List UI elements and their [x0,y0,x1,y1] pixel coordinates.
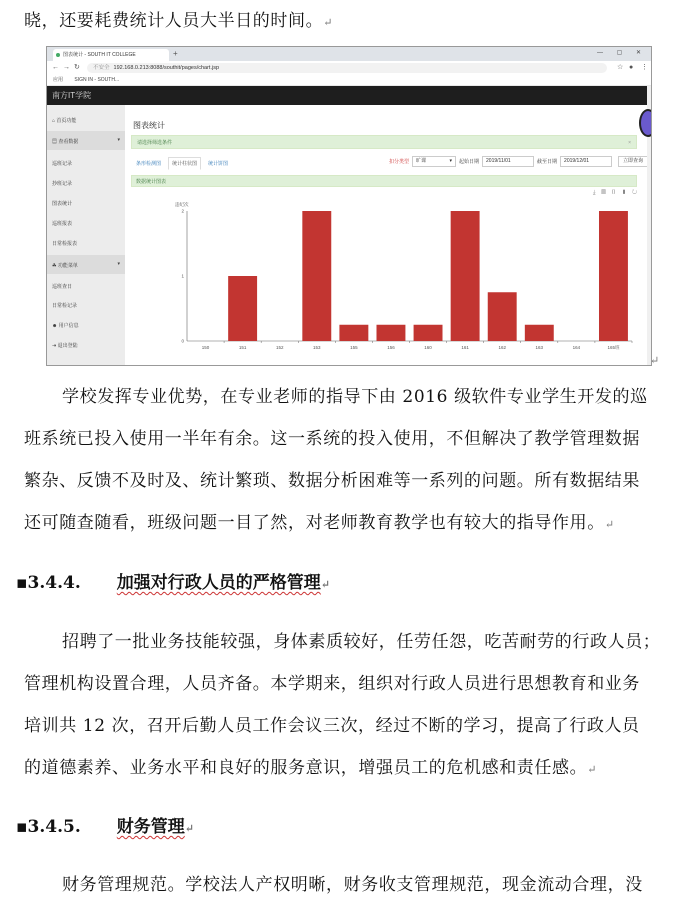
chevron-down-icon: ▾ [449,158,453,164]
x-tick-label: 164 [572,345,581,350]
x-tick-label: 153 [313,345,321,350]
tab-bar-stat[interactable]: 统计柱状图 [168,157,201,170]
bookmark-signin[interactable]: SIGN IN - SOUTH... [74,77,120,83]
x-tick-label: 163 [535,345,544,350]
y-tick-label: 2 [181,208,184,214]
card-header: 数据统计图表 [131,175,637,187]
back-icon[interactable]: ← [52,64,59,71]
sidebar [47,105,125,365]
bookmark-apps[interactable]: 应用 [53,77,64,83]
bookmarks-bar [47,75,651,86]
end-date-input[interactable]: 2019/12/01 [560,156,612,167]
para3-line1: 财务管理规范。学校法人产权明晰，财务收支管理规范，现金流动合理，没 [62,875,643,895]
close-icon[interactable]: × [628,140,631,146]
embedded-screenshot [46,46,652,366]
para1-line3: 繁杂、反馈不及时及、统计繁琐、数据分析困难等一系列的问题。所有数据结果 [24,471,640,491]
account-icon[interactable]: ● [629,64,634,71]
heading-number: 3.4.4. [27,573,81,593]
sidebar-item-daily-record[interactable]: 日常检记录 [52,303,78,309]
y-tick-label: 1 [181,273,184,279]
bar [302,211,331,341]
bar-chart [167,193,637,361]
sidebar-item-home[interactable]: ⌂ 首页功能 [52,118,77,124]
page-title: 图表统计 [133,121,165,130]
x-tick-label: 162 [498,345,506,350]
bar [488,292,517,341]
heading-title: 财务管理 [116,817,185,837]
sidebar-item-daily-report[interactable]: 日常检报表 [52,241,78,247]
start-label: 起始日期 [459,158,480,165]
start-date-input[interactable]: 2019/11/01 [482,156,534,167]
heading-3-4-4: ▪3.4.4. 加强对行政人员的严格管理↵ [16,573,330,593]
browser-tab-label: 图表统计 - SOUTH IT COLLEGE [63,52,136,58]
x-tick-label: 152 [275,345,284,350]
sidebar-item-patrol-report[interactable]: 巡班报表 [52,221,73,227]
x-tick-label: 165班 [607,345,620,350]
forward-icon[interactable]: → [63,64,70,71]
filter-row [389,156,648,167]
heading-3-4-5: ▪3.4.5. 财务管理↵ [16,817,194,837]
address-bar [47,61,651,76]
para-mark: ↵ [650,354,660,367]
x-tick-label: 156 [387,345,395,350]
para2-line1: 招聘了一批业务技能较强，身体素质较好，任劳任怨，吃苦耐劳的行政人员； [62,632,661,652]
url-field[interactable] [87,63,607,73]
query-button[interactable]: 立即查询 [618,156,648,167]
x-tick-label: 161 [461,345,469,350]
menu-icon[interactable]: ⋮ [641,64,648,71]
text-line-intro: 晓，还要耗费统计人员大半日的时间。↵ [24,11,334,31]
star-icon[interactable]: ☆ [617,64,624,71]
sidebar-item-user[interactable]: ☻ 用户信息 [52,323,79,329]
bar [339,325,368,341]
bar [376,325,405,341]
x-tick-label: 150 [201,345,210,350]
para1-line2: 班系统已投入使用一半年有余。这一系统的投入使用，不但解决了教学管理数据 [24,429,640,449]
y-axis-label: 违纪次 [175,202,189,207]
sidebar-item-patrol-date[interactable]: 巡班查日 [52,284,73,290]
tab-bar-detect[interactable]: 条形检测图 [136,161,162,167]
x-tick-label: 160 [424,345,432,350]
sidebar-group-query[interactable]: ▤ 查看数据 ▾ [47,131,125,150]
tab-pie[interactable]: 统计饼图 [208,161,229,167]
x-tick-label: 151 [238,345,247,350]
chevron-down-icon: ▾ [117,261,120,267]
security-label: 不安全 [93,65,110,71]
sidebar-item-chart[interactable]: 图表统计 [52,201,73,207]
filter-alert: 请选择筛选条件 × [131,135,637,149]
chart-toolbox[interactable]: ⤓ ▤ ▯ ▮ ↻ [592,190,639,196]
new-tab-button[interactable]: + [173,49,178,58]
heading-number: 3.4.5. [27,817,81,837]
bar [414,325,443,341]
type-label: 扣分类型 [389,158,410,165]
bar [599,211,628,341]
browser-tab[interactable] [53,49,169,61]
sidebar-item-patrol-record[interactable]: 巡班记录 [52,161,73,167]
sidebar-item-logout[interactable]: ⇥ 退出登陆 [52,343,78,349]
bar [525,325,554,341]
para2-line2: 管理机构设置合理，人员齐备。本学期来，组织对行政人员进行思想教育和业务 [24,674,640,694]
para2-line3: 培训共 12 次，召开后勤人员工作会议三次，经过不断的学习，提高了行政人员 [24,716,640,736]
reload-icon[interactable]: ↻ [74,64,80,71]
window-controls[interactable]: — ▢ ✕ [596,50,647,56]
x-tick-label: 155 [350,345,358,350]
heading-title: 加强对行政人员的严格管理 [116,573,321,593]
bar [451,211,480,341]
para2-line4: 的道德素养、业务水平和良好的服务意识，增强员工的危机感和责任感。↵ [24,758,598,778]
chart-tabs [133,157,235,170]
para1-line4: 还可随查随看，班级问题一目了然，对老师教育教学也有较大的指导作用。↵ [24,513,615,533]
main-content [127,105,647,365]
bar [228,276,257,341]
type-select[interactable]: 旷课 ▾ [412,156,456,167]
y-tick-label: 0 [181,338,184,344]
url-text: 192.168.0.213:8088/southit/pages/chart.jsp [113,65,220,71]
end-label: 截至日期 [537,158,558,165]
floating-widget[interactable] [639,109,652,137]
app-header [47,86,647,105]
sidebar-item-copy-record[interactable]: 抄班记录 [52,181,73,187]
app-title: 南方IT学院 [52,91,92,100]
browser-tabbar [47,47,651,61]
sidebar-group-functions[interactable]: ☘ 功能菜单 ▾ [47,255,125,274]
favicon-icon [56,53,60,57]
chevron-down-icon: ▾ [117,137,120,143]
para1-line1: 学校发挥专业优势，在专业老师的指导下由 2016 级软件专业学生开发的巡 [62,387,648,407]
